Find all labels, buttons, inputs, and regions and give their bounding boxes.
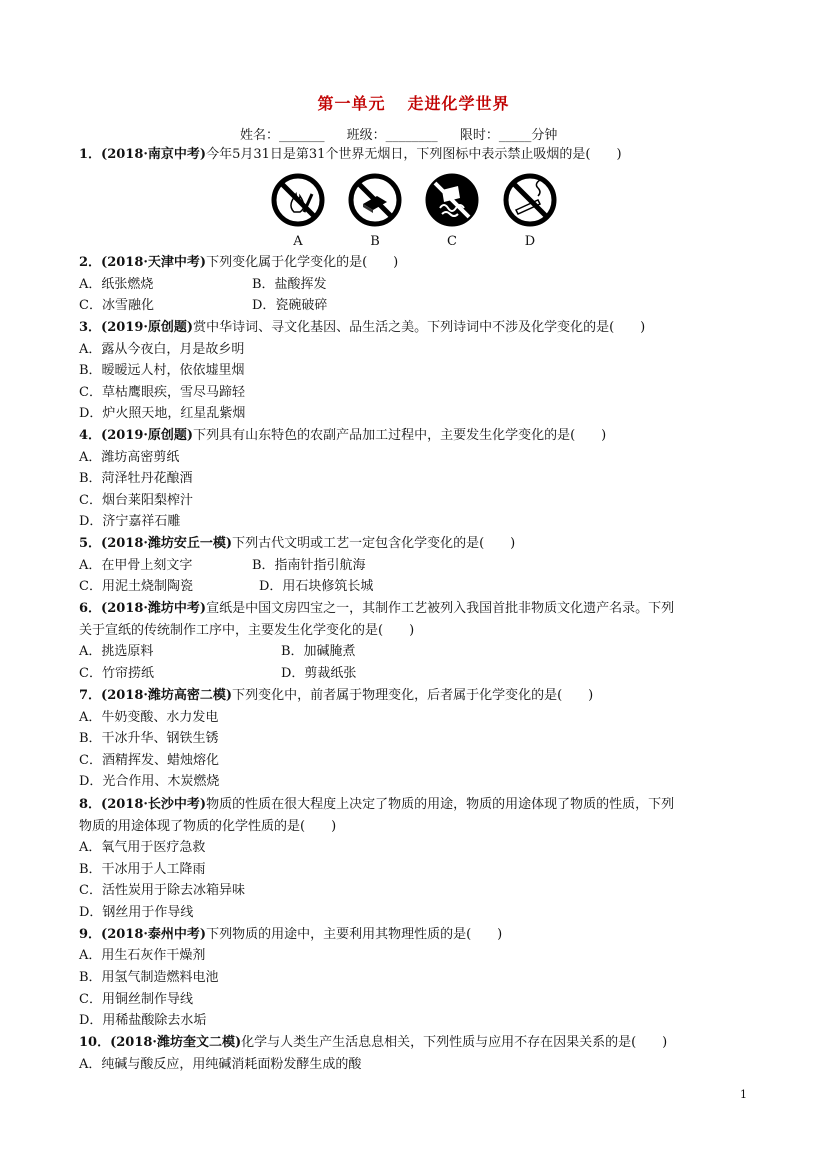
q9-option-a: A．用生石灰作干燥剂: [79, 948, 206, 963]
q7-option-b: B．干冰升华、钢铁生锈: [79, 731, 219, 746]
q8-option-b: B．干冰用于人工降雨: [79, 862, 206, 877]
q2-option-b: B．盐酸挥发: [252, 277, 327, 292]
time-limit-field: 限时：_____分钟: [459, 128, 558, 143]
q8-option-d: D．钢丝用于作导线: [79, 905, 194, 920]
q3-option-d: D．炉火照天地，红星乱紫烟: [79, 406, 246, 421]
question-1: 1．(2018·南京中考)今年5月31日是第31个世界无烟日，下列图标中表示禁止吸烟的是( ): [79, 147, 622, 162]
question-3: 3．(2019·原创题)赏中华诗词、寻文化基因、品生活之美。下列诗词中不涉及化学变化的是( ): [79, 320, 646, 335]
q5-option-b: B．指南针指引航海: [252, 558, 366, 573]
question-5: 5．(2018·潍坊安丘一模)下列古代文明或工艺一定包含化学变化的是( ): [79, 536, 516, 551]
q2-option-d: D．瓷碗破碎: [252, 298, 328, 313]
q6-option-d: D．剪裁纸张: [281, 666, 357, 681]
question-4: 4．(2019·原创题)下列具有山东特色的农副产品加工过程中，主要发生化学变化的是( ): [79, 428, 607, 443]
page-title: [0, 91, 827, 114]
sign-icons-row: [268, 172, 568, 252]
no-book-icon: [347, 172, 403, 228]
q9-option-c: C．用铜丝制作导线: [79, 992, 193, 1007]
q9-option-b: B．用氢气制造燃料电池: [79, 970, 219, 985]
question-9: 9．(2018·泰州中考)下列物质的用途中，主要利用其物理性质的是( ): [79, 927, 503, 942]
q8-option-a: A．氧气用于医疗急救: [79, 840, 206, 855]
q4-option-a: A．潍坊高密剪纸: [79, 450, 180, 465]
q3-option-a: A．露从今夜白，月是故乡明: [79, 342, 245, 357]
q5-option-d: D．用石块修筑长城: [259, 579, 374, 594]
question-8: 8．(2018·长沙中考)物质的性质在很大程度上决定了物质的用途，物质的用途体现了物质的性质，下列: [79, 797, 675, 812]
option-c-sign: [424, 172, 480, 249]
q6-option-a: A．挑选原料: [79, 644, 154, 659]
option-b-label: B: [370, 234, 380, 249]
q10-option-a: A．纯碱与酸反应，用纯碱消耗面粉发酵生成的酸: [79, 1057, 362, 1072]
q6-option-c: C．竹帘捞纸: [79, 666, 154, 681]
question-8-cont: 物质的用途体现了物质的化学性质的是( ): [79, 819, 337, 834]
q4-option-c: C．烟台莱阳梨榨汁: [79, 493, 193, 508]
no-dumping-icon: [424, 172, 480, 228]
q7-option-d: D．光合作用、木炭燃烧: [79, 774, 220, 789]
option-a-label: A: [293, 234, 303, 249]
q8-option-c: C．活性炭用于除去冰箱异味: [79, 883, 245, 898]
q2-option-a: A．纸张燃烧: [79, 277, 154, 292]
option-b-sign: [347, 172, 403, 249]
q2-option-c: C．冰雪融化: [79, 298, 154, 313]
q7-option-a: A．牛奶变酸、水力发电: [79, 710, 219, 725]
q3-option-b: B．暧暧远人村，依依墟里烟: [79, 363, 245, 378]
q5-option-c: C．用泥土烧制陶瓷: [79, 579, 193, 594]
q4-option-b: B．菏泽牡丹花酿酒: [79, 471, 193, 486]
title-unit: 第一单元: [317, 94, 386, 113]
q4-option-d: D．济宁嘉祥石雕: [79, 514, 181, 529]
student-info-line: [240, 124, 557, 143]
question-6-cont: 关于宣纸的传统制作工序中，主要发生化学变化的是( ): [79, 623, 415, 638]
q5-option-a: A．在甲骨上刻文字: [79, 558, 193, 573]
question-10: 10．(2018·潍坊奎文二模)化学与人类生产生活息息相关，下列性质与应用不存在因果关系的是( ): [79, 1035, 668, 1050]
q7-option-c: C．酒精挥发、蜡烛熔化: [79, 753, 219, 768]
option-d-label: D: [524, 234, 536, 249]
option-c-label: C: [447, 234, 457, 249]
option-d-sign: [502, 172, 558, 249]
no-smoking-icon: [502, 172, 558, 228]
class-field: 班级：________: [346, 128, 438, 143]
q6-option-b: B．加碱腌煮: [281, 644, 356, 659]
option-a-sign: [270, 172, 326, 249]
question-6: 6．(2018·潍坊中考)宣纸是中国文房四宝之一，其制作工艺被列入我国首批非物质文化遗产名录。下列: [79, 601, 675, 616]
page-number: 1: [740, 1088, 747, 1101]
q3-option-c: C．草枯鹰眼疾，雪尽马蹄轻: [79, 385, 245, 400]
title-topic: 走进化学世界: [407, 94, 510, 113]
no-fire-icon: [270, 172, 326, 228]
question-2: 2．(2018·天津中考)下列变化属于化学变化的是( ): [79, 255, 399, 270]
q9-option-d: D．用稀盐酸除去水垢: [79, 1013, 207, 1028]
name-field: 姓名：_______: [240, 128, 325, 143]
question-7: 7．(2018·潍坊高密二模)下列变化中，前者属于物理变化，后者属于化学变化的是( ): [79, 688, 594, 703]
